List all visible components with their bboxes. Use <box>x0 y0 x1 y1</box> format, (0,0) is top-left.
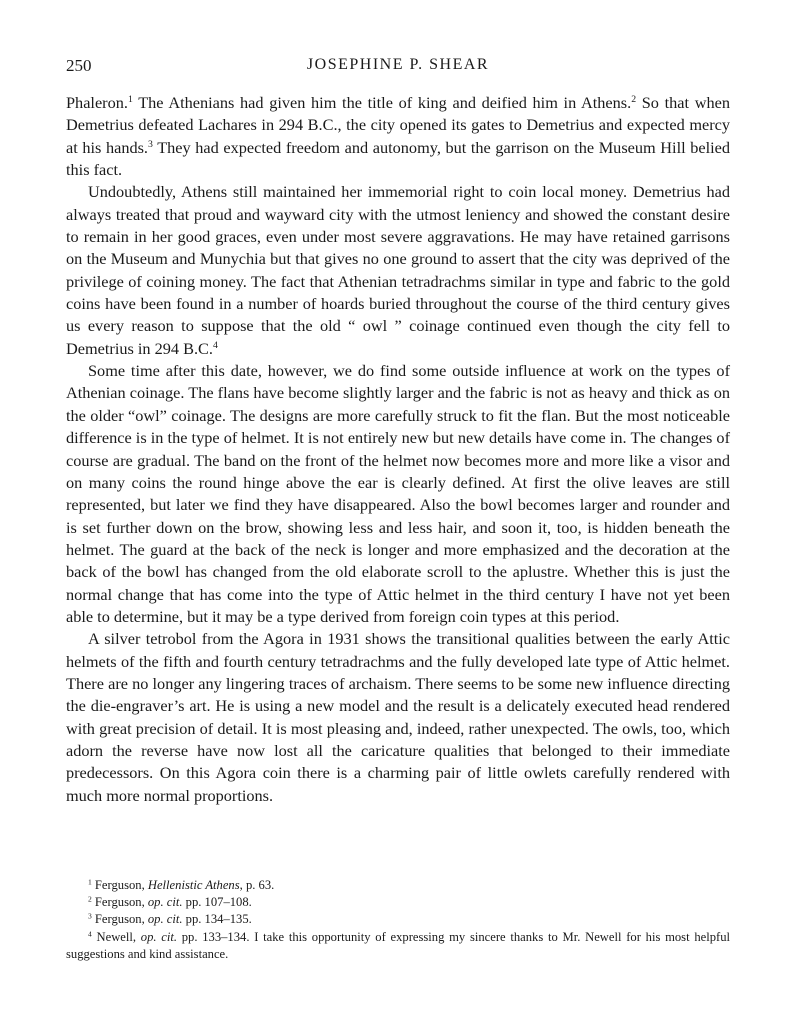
footnote-marker: 1 <box>88 877 92 887</box>
text-run: Ferguson, <box>91 912 148 927</box>
page-header <box>66 56 730 80</box>
text-run: Undoubtedly, Athens still maintained her immemorial right to coin local money. Demetrius had always treated that proud and wayward city with the utmost leniency and showed the constant desire to remain in her good graces, even under most severe aggravations. He may have retained garrisons on the Museum and Munychia but that gives no one ground to assert that the city was deprived of the privilege of coining money. The fact that Athenian tetradrachms similar in type and fabric to the gold coins have been found in a number of hoards buried throughout the course of the third century gives us every reason to suppose that the old “ owl ” coinage continued even though the city fell to Demetrius in 294 B.C. <box>66 182 730 358</box>
footnote-marker: 3 <box>148 138 153 150</box>
text-run: They had expected freedom and autonomy, but the garrison on the Museum Hill belied this fact. <box>66 137 730 180</box>
footnote <box>66 929 730 963</box>
text-run: Some time after this date, however, we do find some outside influence at work on the types of Athenian coinage. The flans have become slightly larger and the fabric is not as heavy and thick as on the older “owl” coinage. The designs are more carefully struck to fit the flan. But the most noticeable difference is in the type of helmet. It is not entirely new but new details have come in. The changes of course are gradual. The band on the front of the helmet now becomes more and more like a visor and on many coins the round hinge above the ear is clearly defined. At first the olive leaves are still represented, but later we find they have disappeared. Also the bowl becomes larger and rounder and is set further down on the brow, showing less and less hair, and soon it, too, is hidden beneath the helmet. The guard at the back of the neck is longer and more emphasized and the decoration at the back of the bowl has changed from the old elaborate scroll to the aplustre. Whether this is just the normal change that has come into the type of Attic helmet in the third century I have not yet been able to determine, but it may be a type derived from foreign coin types at this period. <box>66 361 730 626</box>
text-run: The Athenians had given him the title of king and deified him in Athens. <box>132 93 632 112</box>
paragraph <box>66 360 730 628</box>
text-run: pp. 134–135. <box>182 912 252 927</box>
running-title: JOSEPHINE P. SHEAR <box>306 56 490 73</box>
footnote-marker: 4 <box>212 339 218 351</box>
footnote-marker: 2 <box>631 94 637 106</box>
text-run: A silver tetrobol from the Agora in 1931 shows the transitional qualities between the early Attic helmets of the fifth and fourth century tetradrachms and the fully developed late type of Attic helmet. There are no longer any lingering traces of archaism. There seems to be some new influence directing the die-engraver’s art. He is using a new model and the result is a delicately executed head rendered with great precision of detail. It is most pleasing and, indeed, rather unexpected. The owls, too, which adorn the reverse have now lost all the caricature qualities that belonged to their immediate predecessors. On this Agora coin there is a charming pair of little owlets carefully rendered with much more normal proportions. <box>66 629 730 805</box>
text-run: , p. 63. <box>239 878 275 892</box>
text-run: Ferguson, <box>91 895 148 910</box>
paragraph <box>66 92 730 181</box>
text-run: Newell, <box>91 929 141 944</box>
footnote <box>66 877 730 894</box>
text-run: pp. 107–108. <box>182 895 252 910</box>
italic-text: op. cit. <box>140 929 178 944</box>
paragraph <box>66 628 730 807</box>
italic-text: op. cit. <box>147 895 183 910</box>
body-text <box>66 92 730 807</box>
paragraph <box>66 181 730 360</box>
text-run: Ferguson, <box>91 878 148 892</box>
footnote-marker: 4 <box>88 929 92 939</box>
footnotes <box>66 877 730 963</box>
footnote-marker: 1 <box>127 94 133 106</box>
text-run: Phaleron. <box>66 93 128 112</box>
footnote <box>66 911 730 928</box>
footnote-marker: 2 <box>88 894 92 904</box>
italic-text: op. cit. <box>147 912 183 927</box>
footnote <box>66 894 730 911</box>
text-run: So that when Demetrius defeated Lachares in 294 B.C., the city opened its gates to Demetrius and expected mercy at his hands. <box>66 93 730 157</box>
page-number: 250 <box>66 56 92 75</box>
text-run: pp. 133–134. I take this opportunity of expressing my sincere thanks to Mr. Newell for his most helpful suggestions and kind assistance. <box>66 929 730 961</box>
footnote-marker: 3 <box>88 911 92 921</box>
italic-text: Hellenistic Athens <box>147 878 240 892</box>
